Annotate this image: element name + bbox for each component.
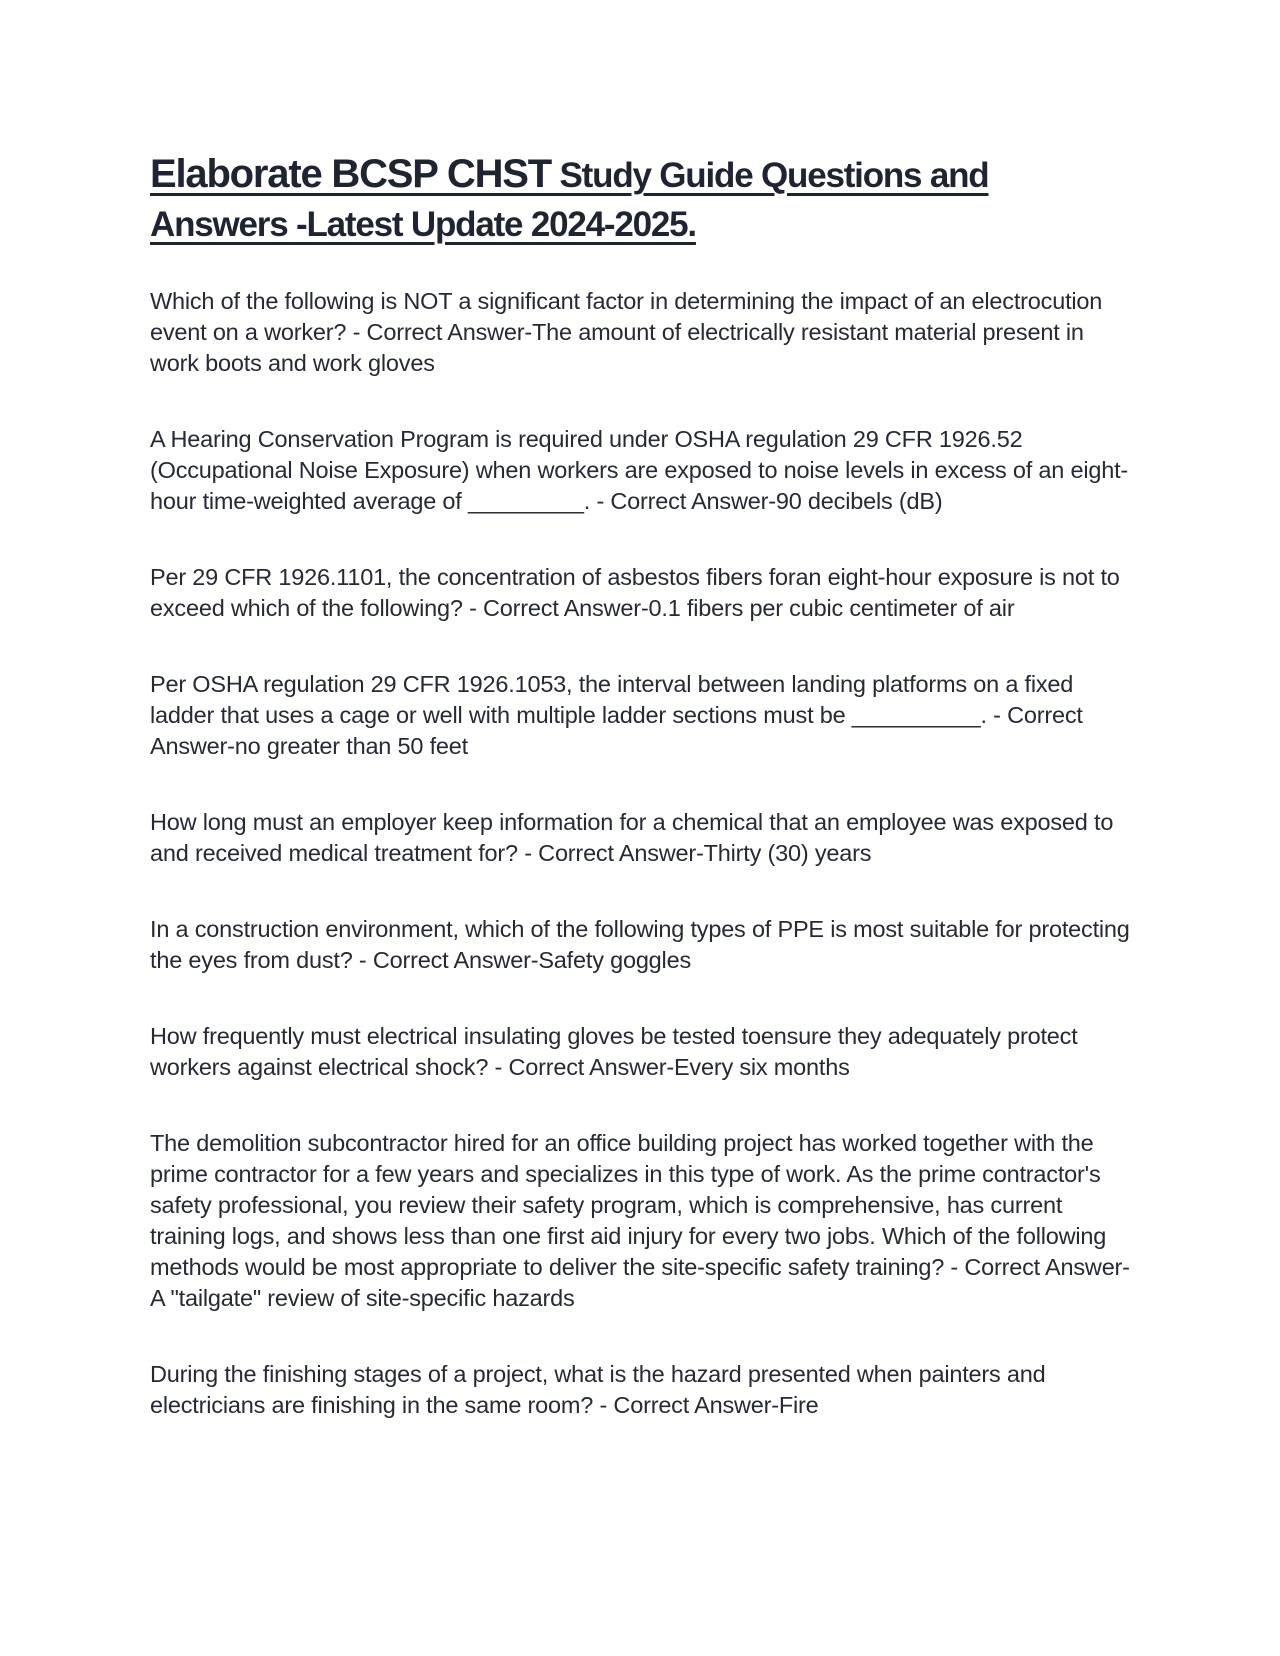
qa-item: How frequently must electrical insulating gloves be tested toensure they adequately protect workers against electrical shock? - Correct Answer-Every six months (150, 1023, 1078, 1080)
qa-list (150, 286, 1130, 1466)
qa-item: In a construction environment, which of the following types of PPE is most suitable for protecting the eyes from dust? - Correct Answer-Safety goggles (150, 916, 1130, 973)
title-sub: Study Guide Questions and Answers -Latest Update 2024-2025. (150, 156, 989, 244)
title-main: Elaborate BCSP CHST (150, 152, 552, 196)
qa-item: The demolition subcontractor hired for an office building project has worked together with the prime contractor for a few years and specializes in this type of work. As the prime contractor's safety professional, you review their safety program, which is comprehensive, has current training logs, and shows less than one first aid injury for every two jobs. Which of the following methods would be most appropriate to deliver the site-specific safety training? - Correct Answer-A "tailgate" review of site-specific hazards (150, 1130, 1130, 1311)
qa-item: During the finishing stages of a project, what is the hazard presented when painters and electricians are finishing in the same room? - Correct Answer-Fire (150, 1361, 1046, 1418)
document-title (150, 150, 1130, 249)
qa-item: A Hearing Conservation Program is required under OSHA regulation 29 CFR 1926.52 (Occupational Noise Exposure) when workers are exposed to noise levels in excess of an eight-hour time-weighted average of _________. - Correct Answer-90 decibels (dB) (150, 426, 1129, 514)
qa-item: Per 29 CFR 1926.1101, the concentration of asbestos fibers foran eight-hour exposure is not to exceed which of the following? - Correct Answer-0.1 fibers per cubic centimeter of air (150, 564, 1120, 621)
qa-item: Which of the following is NOT a significant factor in determining the impact of an electrocution event on a worker? - Correct Answer-The amount of electrically resistant material present in work boots and work gloves (150, 288, 1103, 376)
qa-item: Per OSHA regulation 29 CFR 1926.1053, the interval between landing platforms on a fixed ladder that uses a cage or well with multiple ladder sections must be __________. - Correct Answer-no greater than 50 feet (150, 671, 1083, 759)
qa-item: How long must an employer keep information for a chemical that an employee was exposed to and received medical treatment for? - Correct Answer-Thirty (30) years (150, 809, 1114, 866)
